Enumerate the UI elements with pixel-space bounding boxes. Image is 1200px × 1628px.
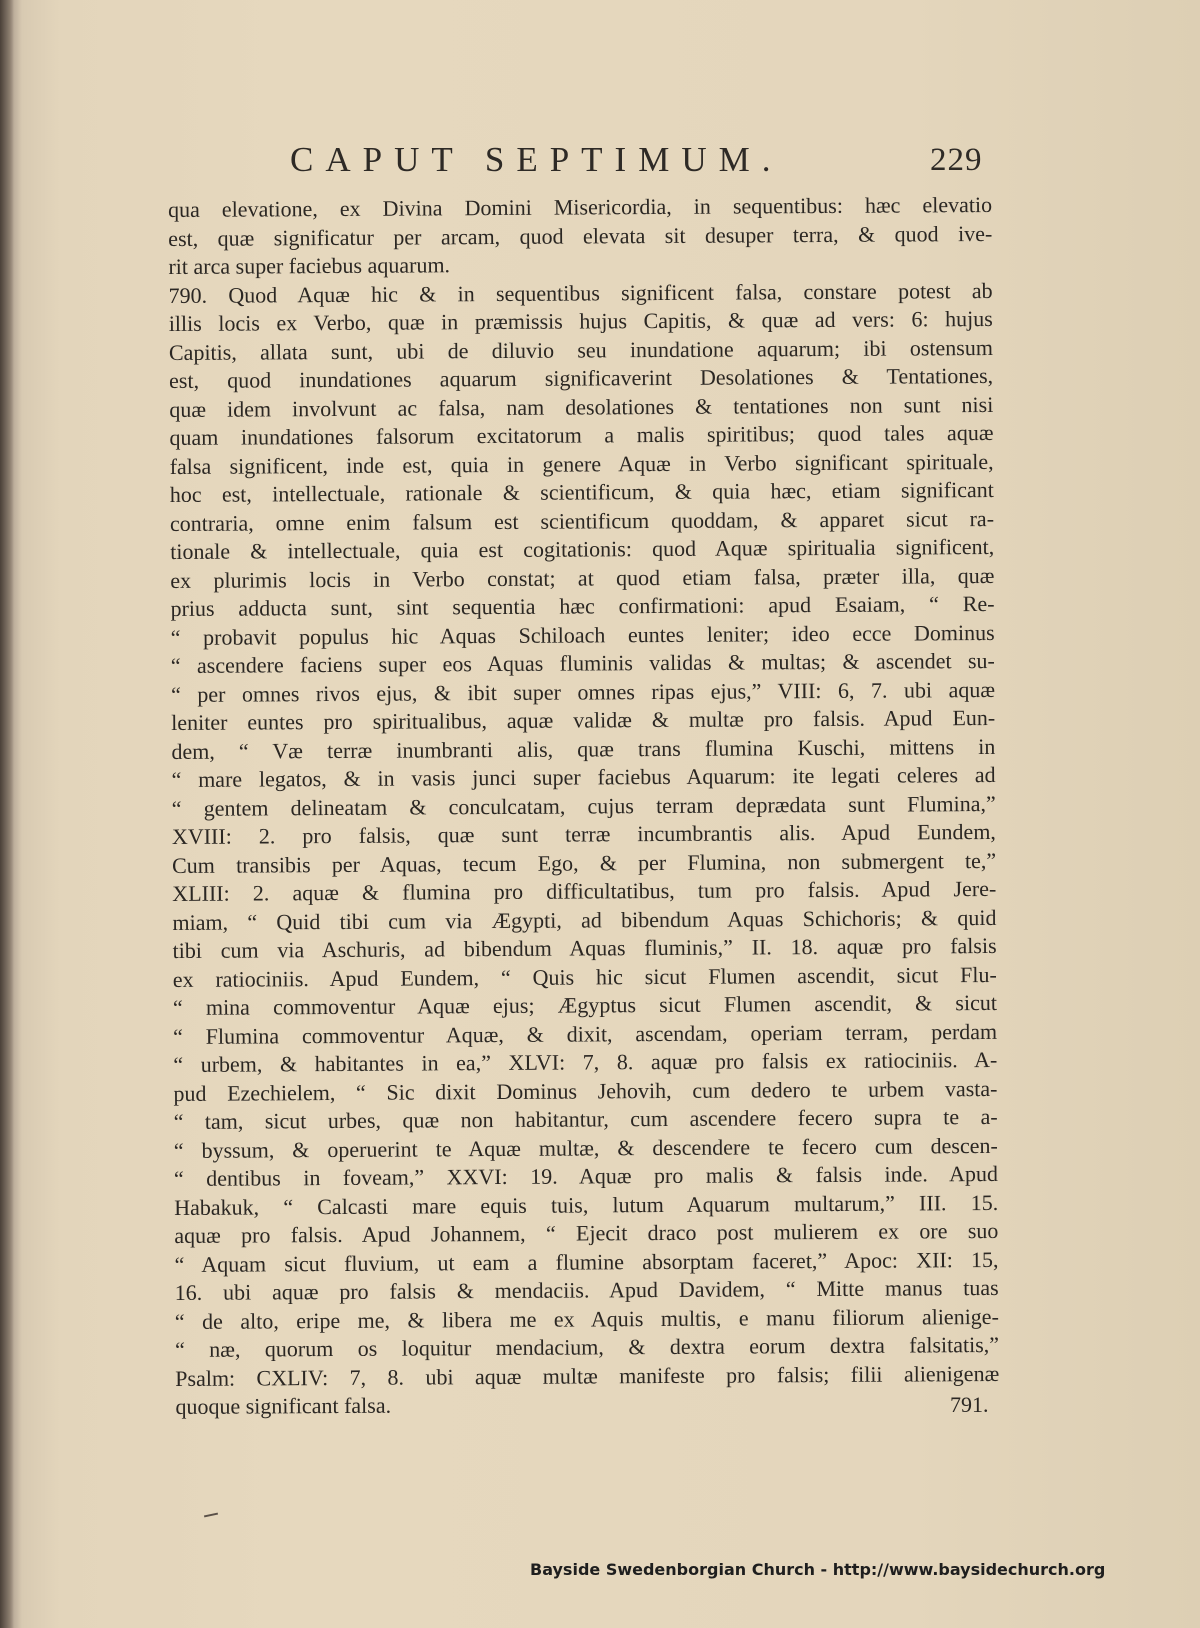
body-text [168,191,999,1422]
text-line: qua elevatione, ex Divina Domini Misericordia, in sequentibus: hæc elevatio [168,191,993,222]
text-line: ex plurimis locis in Verbo constat; at quod etiam falsa, præter illa, quæ [170,562,995,593]
footer-watermark: Bayside Swedenborgian Church - http://www.baysidechurch.org [530,1560,1106,1579]
text-line: 16. ubi aquæ pro falsis & mendaciis. Apud Davidem, “ Mitte manus tuas [174,1274,999,1305]
text-line: “ mina commoventur Aquæ ejus; Ægyptus sicut Flumen ascendit, & sicut [172,989,998,1020]
catchword: 791. [950,1392,989,1417]
text-line: “ mare legatos, & in vasis junci super faciebus Aquarum: ite legati celeres ad [171,761,996,792]
text-line: tibi cum via Aschuris, ad bibendum Aquas fluminis,” II. 18. aquæ pro falsis [172,932,997,963]
text-line: “ gentem delineatam & conculcatam, cujus terram deprædata sunt Flumina,” [171,790,996,821]
text-line: “ dentibus in foveam,” XXVI: 19. Aquæ pro malis & falsis inde. Apud [173,1160,999,1191]
text-line: leniter euntes pro spiritualibus, aquæ validæ & multæ pro falsis. Apud Eun- [171,704,996,735]
text-line: quoque significant falsa. [175,1392,392,1419]
text-line: falsa significent, inde est, quia in genere Aquæ in Verbo significant spirituale, [169,448,994,479]
text-line: rit arca super faciebus aquarum. [168,252,451,279]
text-line: tionale & intellectuale, quia est cogitationis: quod Aquæ spiritualia significent, [170,533,995,564]
text-line: dem, “ Væ terræ inumbranti alis, quæ trans flumina Kuschi, mittens in [171,733,996,764]
text-line: “ tam, sicut urbes, quæ non habitantur, cum ascendere fecero supra te a- [173,1103,998,1134]
text-line: Capitis, allata sunt, ubi de diluvio seu inundatione aquarum; ibi ostensum [168,334,994,365]
text-line: est, quod inundationes aquarum significaverint Desolationes & Tentationes, [169,362,994,393]
text-line: ex ratiociniis. Apud Eundem, “ Quis hic sicut Flumen ascendit, sicut Flu- [172,961,997,992]
running-head [290,140,1010,186]
text-line: Cum transibis per Aquas, tecum Ego, & per Flumina, non submergent te,” [172,847,997,878]
text-line: “ probavit populus hic Aquas Schiloach euntes leniter; ideo ecce Dominus [170,619,995,650]
text-line: quam inundationes falsorum excitatorum a malis spiritibus; quod tales aquæ [169,419,994,450]
gutter-shadow [0,0,14,1628]
text-line: “ per omnes rivos ejus, & ibit super omnes ripas ejus,” VIII: 6, 7. ubi aquæ [170,676,996,707]
text-line: “ ascendere faciens super eos Aquas fluminis validas & multas; & ascendet su- [170,647,995,678]
text-line: Habakuk, “ Calcasti mare equis tuis, lutum Aquarum multarum,” III. 15. [174,1189,999,1220]
text-line: est, quæ significatur per arcam, quod elevata sit desuper terra, & quod ive- [168,220,993,251]
text-line: pud Ezechielem, “ Sic dixit Dominus Jehovih, cum dedero te urbem vasta- [173,1075,998,1106]
text-line: contraria, omne enim falsum est scientificum quoddam, & apparet sicut ra- [169,505,995,536]
text-line: XVIII: 2. pro falsis, quæ sunt terræ incumbrantis alis. Apud Eundem, [171,818,996,849]
text-line: hoc est, intellectuale, rationale & scientificum, & quia hæc, etiam significant [169,476,994,507]
text-line: illis locis ex Verbo, quæ in præmissis hujus Capitis, & quæ ad vers: 6: hujus [168,305,993,336]
text-line: 790. Quod Aquæ hic & in sequentibus significent falsa, constare potest ab [168,277,993,308]
text-line: quæ idem involvunt ac falsa, nam desolationes & tentationes non sunt nisi [169,391,994,422]
text-line: “ Aquam sicut fluvium, ut eam a flumine absorptam faceret,” Apoc: XII: 15, [174,1246,999,1277]
running-title: CAPUT SEPTIMUM. [290,140,783,179]
stray-mark [204,1513,218,1518]
text-line: “ Flumina commoventur Aquæ, & dixit, ascendam, operiam terram, perdam [173,1018,998,1049]
text-line: “ urbem, & habitantes in ea,” XLVI: 7, 8. aquæ pro falsis ex ratiociniis. A- [173,1046,998,1077]
text-line: XLIII: 2. aquæ & flumina pro difficultatibus, tum pro falsis. Apud Jere- [172,875,997,906]
text-line: “ byssum, & operuerint te Aquæ multæ, & descendere te fecero cum descen- [173,1132,998,1163]
text-line: Psalm: CXLIV: 7, 8. ubi aquæ multæ manifeste pro falsis; filii alienigenæ [175,1360,1000,1391]
text-line: prius adducta sunt, sint sequentia hæc confirmationi: apud Esaiam, “ Re- [170,590,995,621]
page-number: 229 [930,142,983,178]
text-line: “ næ, quorum os loquitur mendacium, & dextra eorum dextra falsitatis,” [174,1331,1000,1362]
text-line: aquæ pro falsis. Apud Johannem, “ Ejecit draco post mulierem ex ore suo [174,1217,999,1248]
text-line: “ de alto, eripe me, & libera me ex Aquis multis, e manu filiorum alienige- [174,1303,999,1334]
text-line: miam, “ Quid tibi cum via Ægypti, ad bibendum Aquas Schichoris; & quid [172,904,997,935]
